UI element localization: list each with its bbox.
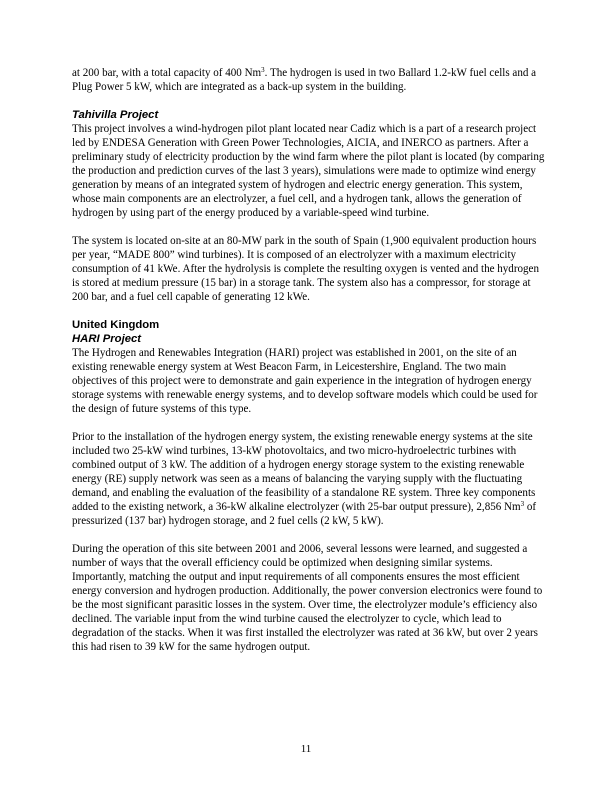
hari-heading: HARI Project — [72, 333, 142, 345]
uk-section-heading: United Kingdom — [72, 319, 160, 331]
superscript-cubed: 3 — [261, 66, 265, 74]
tahivilla-paragraph-2: The system is located on-site at an 80-MW park in the south of Spain (1,900 equivalent production hours per year, “MADE 800” wind turbines). It is composed of an electrolyzer with a maximum electricity consumption of 41 kWe. After the hydrolysis is complete the resulting oxygen is vented and the hydrogen is stored at medium pressure (15 bar) in a storage tank. The system also has a compressor, for storage at 200 bar, and a fuel cell capable of generating 12 kWe. — [72, 235, 539, 303]
hari-paragraph-2-part2: of pressurized (137 bar) hydrogen storage, and 2 fuel cells (2 kW, 5 kW). — [72, 501, 537, 527]
hari-paragraph-1: The Hydrogen and Renewables Integration (HARI) project was established in 2001, on the site of an existing renewable energy system at West Beacon Farm, in Leicestershire, England. The two main objectives of this project were to demonstrate and gain experience in the integration of hydrogen energy storage systems with renewable energy systems, and to develop software models which could be used for the design of future systems of this type. — [72, 347, 538, 415]
superscript-cubed: 3 — [520, 500, 525, 508]
intro-text-part2: . The hydrogen is used in two Ballard 1.2-kW fuel cells and a Plug Power 5 kW, which are integrated as a back-up system in the building. — [72, 67, 537, 93]
intro-text-part1: at 200 bar, with a total capacity of 400 Nm — [72, 67, 262, 79]
document-body — [72, 66, 545, 668]
intro-paragraph — [72, 66, 545, 94]
page-number: 11 — [300, 743, 312, 755]
hari-paragraph-3: During the operation of this site between 2001 and 2006, several lessons were learned, and suggested a number of ways that the overall efficiency could be optimized when designing similar systems. Importantly, matching the output and input requirements of all components ensures the most efficient energy conversion and hydrogen production. Additionally, the power conversion electronics were found to be the most significant parasitic losses in the system. Over time, the electrolyzer module’s efficiency also declined. The variable input from the wind turbine caused the electrolyzer to cycle, which lead to degradation of the stacks. When it was first installed the electrolyzer was rated at 36 kW, but over 2 years this had risen to 39 kW for the same hydrogen output. — [72, 543, 543, 653]
tahivilla-paragraph-1: This project involves a wind-hydrogen pilot plant located near Cadiz which is a part of a research project led by ENDESA Generation with Green Power Technologies, AICIA, and INERCO as partners. After a preliminary study of electricity production by the wind farm where the pilot plant is located (by comparing the production and prediction curves of the last 3 years), simulations were made to optimize wind energy generation by means of an integrated system of hydrogen and electric energy generation. This system, whose main components are an electrolyzer, a fuel cell, and a hydrogen tank, allows the generation of hydrogen by using part of the energy produced by a variable-speed wind turbine. — [72, 123, 545, 219]
tahivilla-heading: Tahivilla Project — [72, 109, 159, 121]
hari-paragraph-2-part1: Prior to the installation of the hydrogen energy system, the existing renewable energy systems at the site included two 25-kW wind turbines, 13-kW photovoltaics, and two micro-hydroelectric turbines with combined output of 3 kW. The addition of a hydrogen energy storage system to the existing renewable energy (RE) supply network was seen as a means of balancing the varying supply with the fluctuating demand, and enabling the evaluation of the feasibility of a standalone RE system. Three key components added to the existing network, a 36-kW alkaline electrolyzer (with 25-bar output pressure), 2,856 Nm — [72, 431, 536, 513]
hari-paragraph-2 — [72, 430, 545, 528]
